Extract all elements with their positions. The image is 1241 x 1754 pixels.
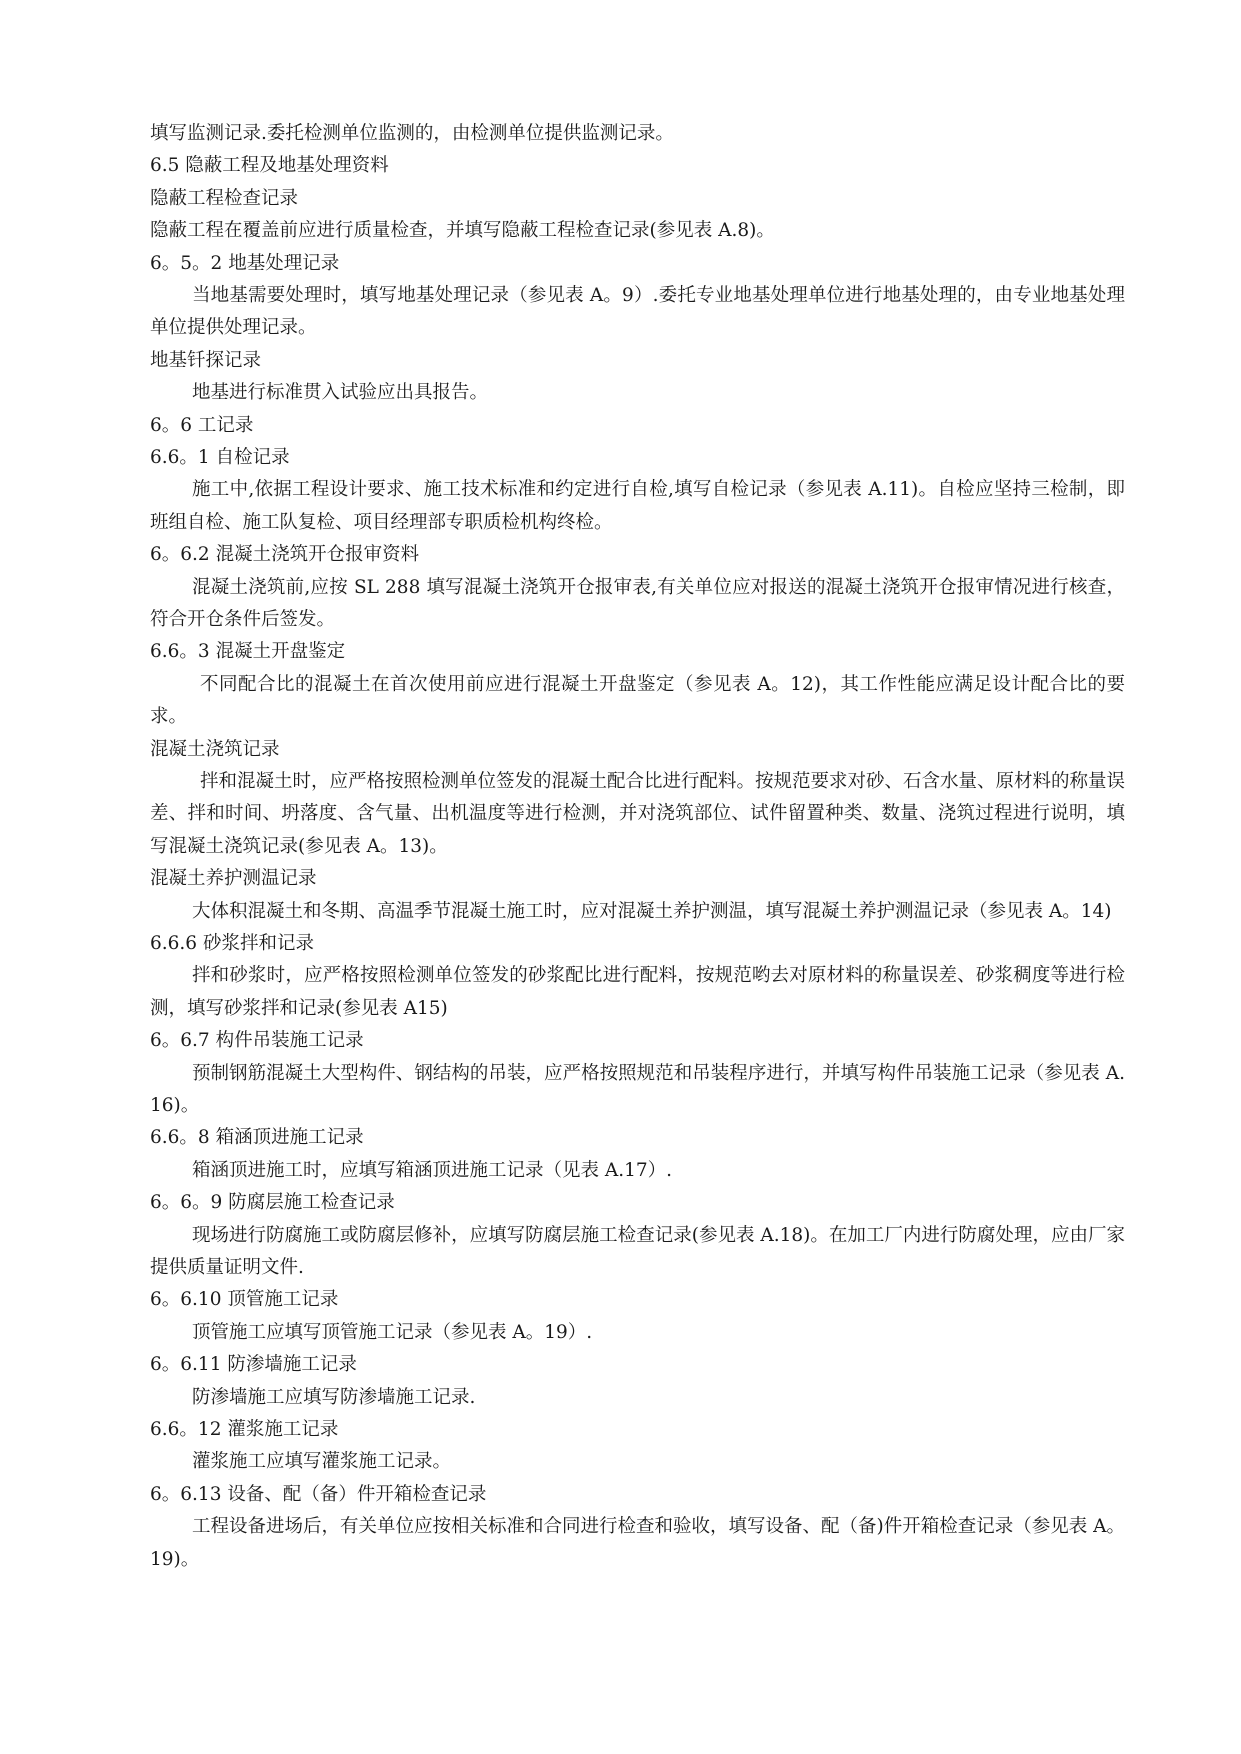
paragraph: 拌和混凝土时，应严格按照检测单位签发的混凝土配合比进行配料。按规范要求对砂、石含水量、原材料的称量误差、拌和时间、坍落度、含气量、出机温度等进行检测，并对浇筑部位、试件留置种类、数量、浇筑过程进行说明，填写混凝土浇筑记录(参见表 A。13)。 <box>150 770 1126 857</box>
paragraph: 箱涵顶进施工时，应填写箱涵顶进施工记录（见表 A.17）. <box>192 1159 673 1181</box>
paragraph: 施工中,依据工程设计要求、施工技术标准和约定进行自检,填写自检记录（参见表 A.11)。自检应坚持三检制，即班组自检、施工队复检、项目经理部专职质检机构终检。 <box>150 479 1125 533</box>
section-heading: 6.6.6 砂浆拌和记录 <box>150 932 314 954</box>
paragraph: 不同配合比的混凝土在首次使用前应进行混凝土开盘鉴定（参见表 A。12)，其工作性能应满足设计配合比的要求。 <box>150 673 1125 728</box>
section-heading: 地基钎探记录 <box>150 349 262 371</box>
paragraph: 大体积混凝土和冬期、高温季节混凝土施工时，应对混凝土养护测温，填写混凝土养护测温记录（参见表 A。14) <box>192 900 1112 922</box>
paragraph: 工程设备进场后，有关单位应按相关标准和合同进行检查和验收，填写设备、配（备)件开箱检查记录（参见表 A。19)。 <box>150 1516 1125 1570</box>
paragraph-continuation: 隐蔽工程在覆盖前应进行质量检查，并填写隐蔽工程检查记录(参见表 A.8)。 <box>150 220 775 242</box>
paragraph: 防渗墙施工应填写防渗墙施工记录. <box>192 1386 476 1408</box>
section-heading: 6。6.13 设备、配（备）件开箱检查记录 <box>150 1483 487 1505</box>
section-heading: 6。5。2 地基处理记录 <box>150 252 340 274</box>
section-heading: 6。6.2 混凝土浇筑开仓报审资料 <box>150 544 420 566</box>
section-heading: 混凝土养护测温记录 <box>150 868 317 890</box>
paragraph: 预制钢筋混凝土大型构件、钢结构的吊装，应严格按照规范和吊装程序进行，并填写构件吊装施工记录（参见表 A.16)。 <box>150 1062 1125 1116</box>
section-heading: 6.5 隐蔽工程及地基处理资料 <box>150 155 389 177</box>
paragraph: 拌和砂浆时，应严格按照检测单位签发的砂浆配比进行配料，按规范哟去对原材料的称量误差、砂浆稠度等进行检测，填写砂浆拌和记录(参见表 A15) <box>150 965 1125 1019</box>
paragraph: 混凝土浇筑前,应按 SL 288 填写混凝土浇筑开仓报审表,有关单位应对报送的混凝土浇筑开仓报审情况进行核查，符合开仓条件后签发。 <box>150 576 1125 630</box>
section-heading: 混凝土浇筑记录 <box>150 738 280 760</box>
document-body <box>150 118 1125 1576</box>
paragraph: 灌浆施工应填写灌浆施工记录。 <box>192 1451 452 1473</box>
section-heading: 6.6。8 箱涵顶进施工记录 <box>150 1127 364 1149</box>
paragraph-continuation: 填写监测记录.委托检测单位监测的，由检测单位提供监测记录。 <box>150 123 674 144</box>
section-heading: 6。6.11 防渗墙施工记录 <box>150 1354 357 1376</box>
section-heading: 6。6。9 防腐层施工检查记录 <box>150 1192 395 1214</box>
section-heading: 6。6 工记录 <box>150 414 254 436</box>
paragraph: 当地基需要处理时，填写地基处理记录（参见表 A。9）.委托专业地基处理单位进行地基处理的，由专业地基处理单位提供处理记录。 <box>150 284 1125 339</box>
section-heading: 6。6.10 顶管施工记录 <box>150 1289 339 1311</box>
section-heading: 6.6。12 灌浆施工记录 <box>150 1418 339 1440</box>
section-heading: 6.6。3 混凝土开盘鉴定 <box>150 641 346 663</box>
section-heading: 6.6。1 自检记录 <box>150 446 290 468</box>
paragraph: 现场进行防腐施工或防腐层修补，应填写防腐层施工检查记录(参见表 A.18)。在加工厂内进行防腐处理，应由厂家提供质量证明文件. <box>150 1224 1125 1278</box>
section-heading: 6。6.7 构件吊装施工记录 <box>150 1030 364 1052</box>
section-heading: 隐蔽工程检查记录 <box>150 187 299 209</box>
paragraph: 地基进行标准贯入试验应出具报告。 <box>192 382 489 404</box>
paragraph: 顶管施工应填写顶管施工记录（参见表 A。19）. <box>192 1321 593 1343</box>
